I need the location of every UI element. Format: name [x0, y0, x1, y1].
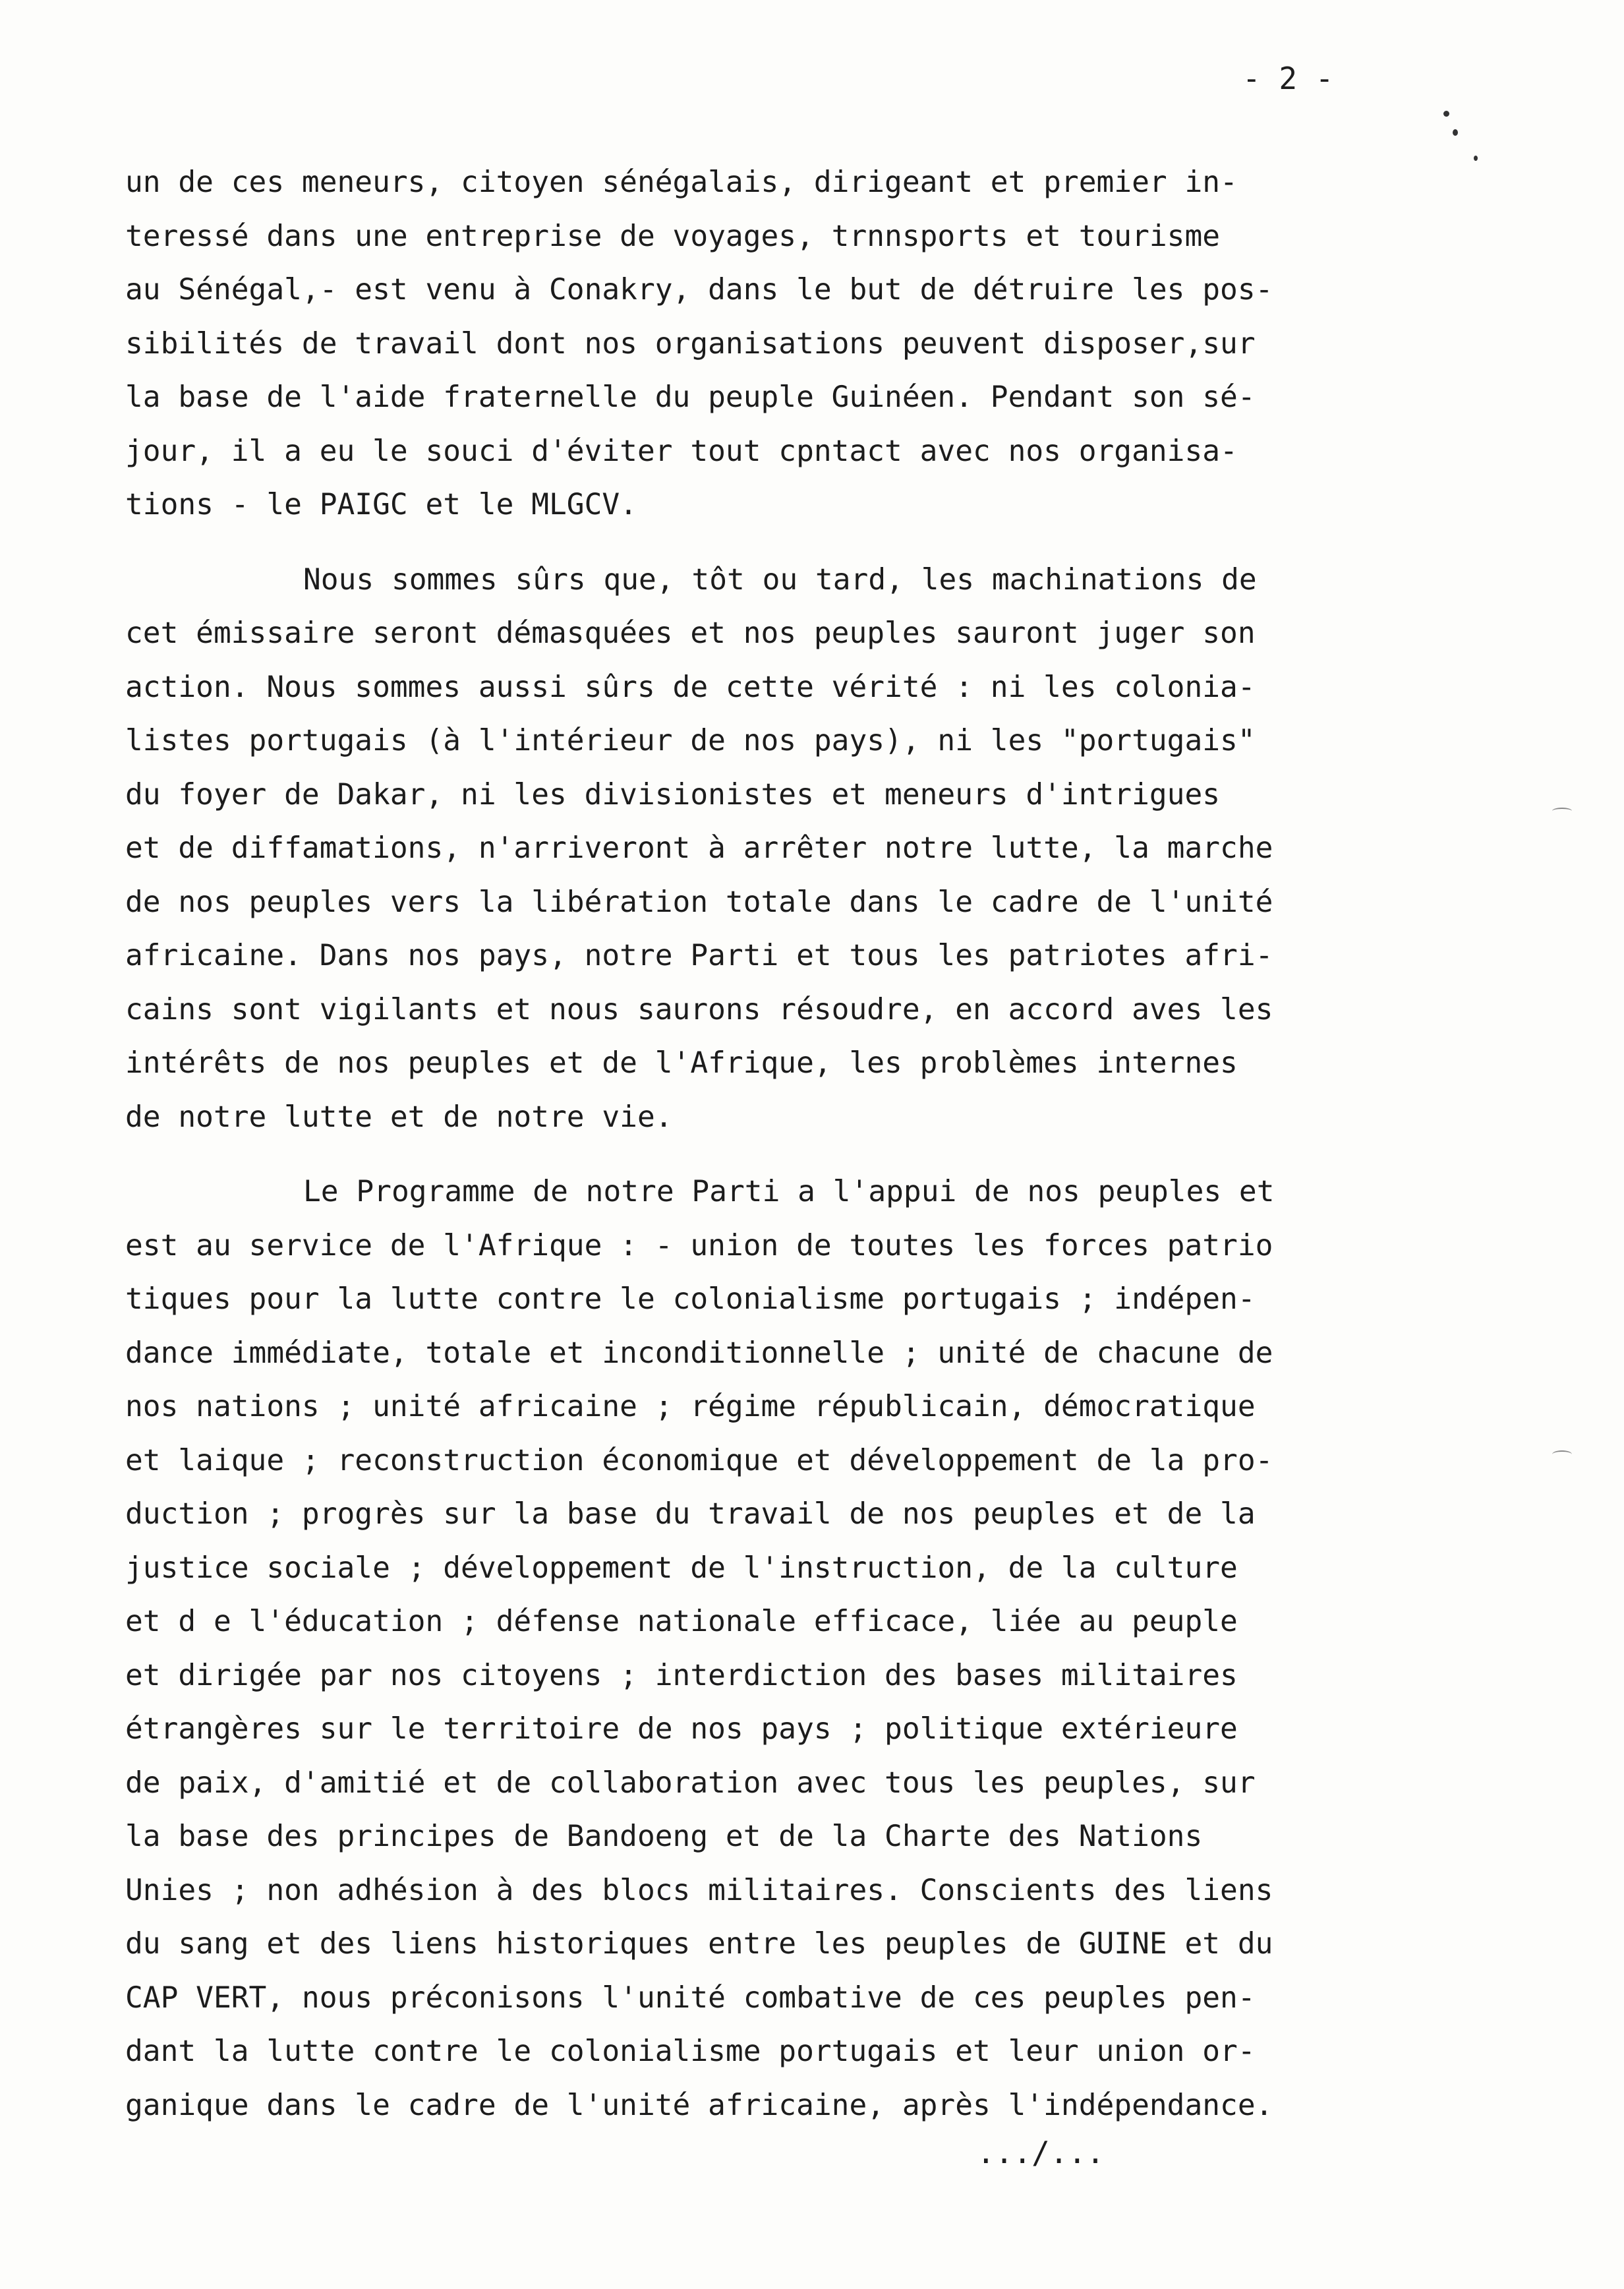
- text-line: et de diffamations, n'arriveront à arrêter notre lutte, la marche: [125, 831, 1273, 865]
- text-line: jour, il a eu le souci d'éviter tout cpntact avec nos organisa-: [125, 434, 1238, 468]
- text-line: africaine. Dans nos pays, notre Parti et tous les patriotes afri-: [125, 939, 1273, 972]
- text-line: de paix, d'amitié et de collaboration avec tous les peuples, sur: [125, 1766, 1256, 1800]
- paragraph-2: [125, 553, 1417, 1144]
- text-line: du foyer de Dakar, ni les divisionistes et meneurs d'intrigues: [125, 777, 1221, 812]
- text-line: de nos peuples vers la libération totale dans le cadre de l'unité: [125, 885, 1273, 919]
- text-line: justice sociale ; développement de l'instruction, de la culture: [125, 1551, 1238, 1585]
- text-line: nos nations ; unité africaine ; régime républicain, démocratique: [125, 1390, 1256, 1423]
- scan-speck: [1453, 129, 1458, 136]
- scan-mark: [1552, 808, 1572, 814]
- text-line: duction ; progrès sur la base du travail de nos peuples et de la: [125, 1497, 1256, 1531]
- continuation-mark: .../...: [977, 2135, 1105, 2170]
- scan-speck: [1443, 111, 1449, 117]
- text-line: et d e l'éducation ; défense nationale efficace, liée au peuple: [125, 1605, 1238, 1638]
- text-line: CAP VERT, nous préconisons l'unité combative de ces peuples pen-: [125, 1980, 1256, 2015]
- text-line: Unies ; non adhésion à des blocs militaires. Conscients des liens: [125, 1873, 1273, 1907]
- text-line: dance immédiate, totale et inconditionnelle ; unité de chacune de: [125, 1336, 1273, 1370]
- text-line: tiques pour la lutte contre le colonialisme portugais ; indépen-: [125, 1282, 1256, 1316]
- text-line: listes portugais (à l'intérieur de nos pays), ni les "portugais": [125, 724, 1256, 758]
- text-line: la base de l'aide fraternelle du peuple Guinéen. Pendant son sé-: [125, 380, 1256, 414]
- text-line: est au service de l'Afrique : - union de toutes les forces patrio: [125, 1228, 1273, 1263]
- text-line: tions - le PAIGC et le MLGCV.: [125, 488, 637, 521]
- text-line: du sang et des liens historiques entre les peuples de GUINE et du: [125, 1927, 1273, 1961]
- paragraph-3: [125, 1165, 1417, 2132]
- text-line: de notre lutte et de notre vie.: [125, 1100, 673, 1134]
- text-line: un de ces meneurs, citoyen sénégalais, dirigeant et premier in-: [125, 165, 1238, 199]
- scan-speck: [1474, 156, 1478, 161]
- text-line: et laique ; reconstruction économique et développement de la pro-: [125, 1443, 1273, 1477]
- text-line: sibilités de travail dont nos organisations peuvent disposer,sur: [125, 326, 1256, 361]
- text-line: la base des principes de Bandoeng et de la Charte des Nations: [125, 1820, 1203, 1853]
- text-line: Nous sommes sûrs que, tôt ou tard, les machinations de: [303, 562, 1257, 597]
- text-line: Le Programme de notre Parti a l'appui de nos peuples et: [303, 1175, 1275, 1208]
- scan-mark: [1552, 1450, 1572, 1458]
- text-line: intérêts de nos peuples et de l'Afrique, les problèmes internes: [125, 1046, 1238, 1080]
- text-line: cet émissaire seront démasquées et nos peuples sauront juger son: [125, 616, 1256, 650]
- text-line: au Sénégal,- est venu à Conakry, dans le but de détruire les pos-: [125, 273, 1273, 307]
- text-line: action. Nous sommes aussi sûrs de cette vérité : ni les colonia-: [125, 670, 1256, 704]
- text-line: cains sont vigilants et nous saurons résoudre, en accord aves les: [125, 992, 1273, 1026]
- text-line: teressé dans une entreprise de voyages, trnnsports et tourisme: [125, 219, 1221, 253]
- text-line: dant la lutte contre le colonialisme portugais et leur union or-: [125, 2035, 1256, 2068]
- text-line: étrangères sur le territoire de nos pays ; politique extérieure: [125, 1712, 1238, 1746]
- paragraph-1: [125, 156, 1417, 532]
- text-line: ganique dans le cadre de l'unité africaine, après l'indépendance.: [125, 2088, 1273, 2122]
- letter-body: [125, 156, 1417, 2132]
- text-line: et dirigée par nos citoyens ; interdiction des bases militaires: [125, 1658, 1238, 1692]
- page-number: - 2 -: [1242, 61, 1334, 96]
